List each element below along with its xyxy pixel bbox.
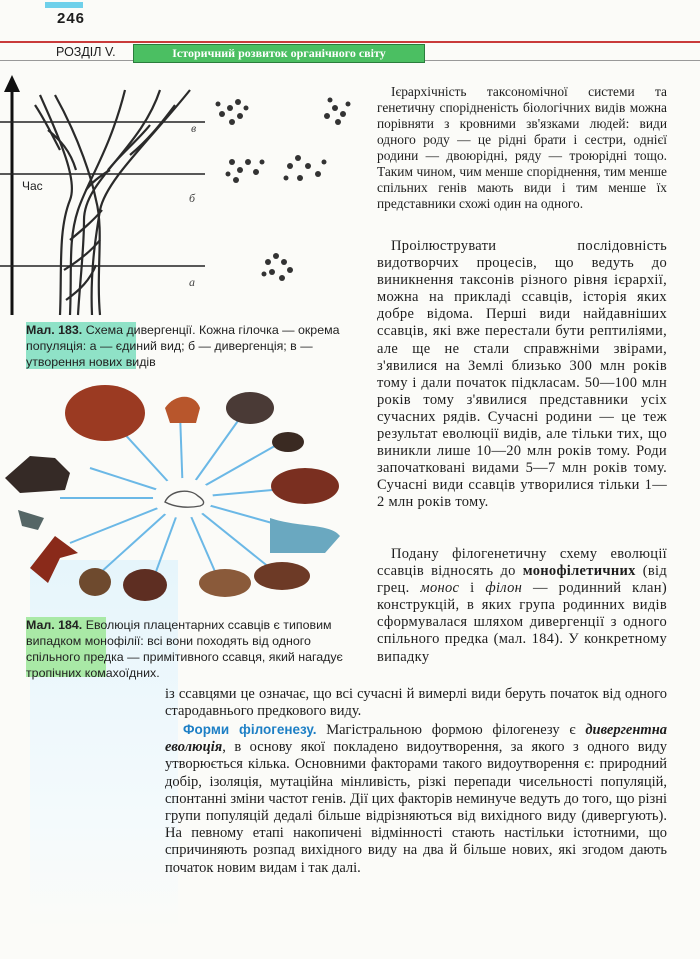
- phylogeny-forms-b: , в основу якої покладено видоутворення, за якого з одного виду утворюється кілька. Основними факторами такого видоутворення є: природний добір, ізоляція, мутаційна мінливість, різкі перепади чисельності популяцій, спонтанні зміни частот генів. Дії цих факторів неминуче ведуть до того, що різні групи популяцій дедалі більше відрізняються від вихідного виду (дивергують). На певному етапі накопичені відмінності стають настільки істотними, що спричиняють розпад вихідного виду на два й більше нових, які згодом дають початок новим видам і так далі.: [165, 739, 667, 876]
- monophyly-filon: філон: [485, 580, 523, 597]
- phylogeny-forms-text: [165, 721, 667, 877]
- figure-184-caption: [26, 617, 366, 681]
- mammal-radiation-illustration: [0, 378, 360, 613]
- seal-icon: [254, 562, 310, 590]
- deer-icon: [5, 456, 70, 493]
- monophyly-paren-open: (від грец.: [377, 563, 667, 597]
- figure-183-caption-text: Схема дивергенції. Кожна гілочка — окрема популяція: а — єдиний вид; б — дивергенція; в — утворення нових видів: [26, 323, 340, 369]
- mole-icon: [272, 432, 304, 452]
- paragraph-monophyly-text: [377, 546, 667, 666]
- monophyly-and: і: [459, 580, 486, 597]
- marker-b: б: [189, 191, 196, 205]
- monophyly-continued-text: із ссавцями це означає, що всі сучасні й вимерлі види беруть початок від одного стародавнього предкового виду.: [165, 686, 667, 720]
- time-axis-label: Час: [22, 179, 43, 193]
- phylogeny-forms-heading: Форми філогенезу.: [183, 722, 317, 737]
- sea-lion-icon: [199, 569, 251, 597]
- monophyly-monos: монос: [420, 580, 460, 597]
- paragraph-phylogeny-forms: [165, 721, 667, 877]
- time-axis: [4, 75, 20, 315]
- divergence-diagram: [0, 70, 370, 320]
- population-clusters: [216, 98, 351, 282]
- monophyly-term: монофілетичних: [522, 563, 636, 580]
- figure-183-caption: [26, 322, 356, 370]
- monophyly-start: Подану філогенетичну схему еволюції ссавців відносять до: [377, 546, 667, 580]
- page-number: 246: [57, 10, 86, 27]
- bear-icon: [65, 385, 145, 441]
- section-label: РОЗДІЛ V.: [56, 45, 116, 59]
- dolphin-icon: [270, 518, 340, 553]
- phylogeny-forms-a: Магістральною формою філогенезу є: [316, 722, 586, 738]
- paragraph-speciation-text: Проілюструвати послідовність видотворчих процесів, що ведуть до виникнення таксонів різного рівня ієрархії, можна на прикладі ссавців, історія яких добре відома. Перші види найдавніших ссавців, які вже перестали бути рептиліями, але ще не стали справжніми звірами, з'явилися на Землі близько 300 млн років тому і дали початок підкласам. 50—100 млн років тому з'явилися представники усіх сучасних рядів. Сучасні родини — це теж результат еволюції видів, але тільки тих, що виникли лише 10—20 млн років тому. Роди започатковані видами 5—7 млн років тому. Сучасні види ссавців утворилися тільки 1—2 млн років тому.: [377, 238, 667, 511]
- section-title: Історичний розвиток органічного світу: [133, 44, 425, 63]
- figure-184-label: Мал. 184.: [26, 618, 83, 632]
- level-lines: [0, 122, 205, 266]
- marker-a: а: [189, 275, 195, 289]
- paragraph-hierarchy: [377, 84, 667, 212]
- boar-icon: [226, 392, 274, 424]
- monkey-icon: [123, 569, 167, 601]
- ray-icon: [18, 510, 44, 530]
- ancestor-bg: [153, 478, 213, 518]
- paragraph-speciation: [377, 238, 667, 512]
- phylogeny-trunk: [35, 90, 190, 315]
- monophyly-rest: — родинний клан) конструкцій, в яких група родинних видів сформувалася шляхом дивергенції з одного спільного предка (мал. 184). У конкретному випадку: [377, 580, 667, 665]
- paragraph-monophyly-continued: [165, 686, 667, 720]
- hedgehog-icon: [79, 568, 111, 596]
- top-accent-bar: [45, 2, 83, 8]
- walrus-icon: [271, 468, 339, 504]
- figure-183-label: Мал. 183.: [26, 323, 83, 337]
- marker-v: в: [191, 121, 197, 135]
- header-rule: [0, 41, 700, 43]
- paragraph-hierarchy-text: Ієрархічність таксономічної системи та генетичну спорідненість біологічних видів можна порівняти з кровними зв'язками людей: види одного роду — це рідні брати і сестри, однієї родини — двоюрідні, ряду — троюрідні тощо. Таким чином, чим менше споріднення, тим менше спільних генів мають види і тим менше їх представники схожі один на одного.: [377, 84, 667, 211]
- figure-184-caption-text: Еволюція плацентарних ссавців є типовим випадком монофілії: всі вони походять від одного спільного предка — примітивного ссавця, який нагадує тропічних комахоїдних.: [26, 618, 343, 680]
- margin-tint: [30, 560, 178, 930]
- divergent-evolution-term: дивергентна еволюція: [165, 722, 667, 756]
- fox-icon: [165, 397, 200, 423]
- paragraph-monophyly: [377, 546, 667, 666]
